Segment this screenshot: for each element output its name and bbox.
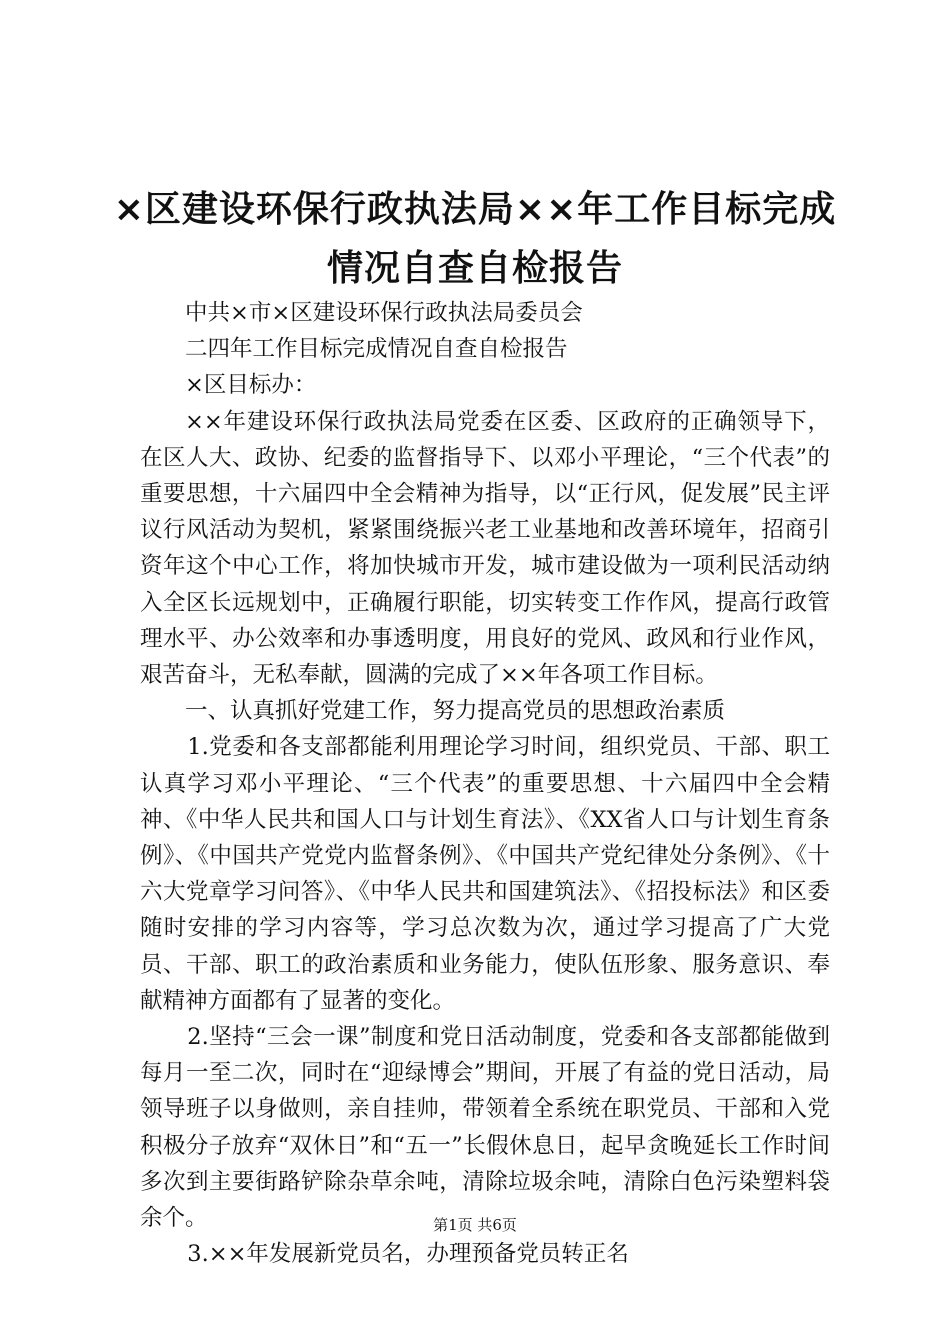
paragraph-addressee: ×区目标办：	[185, 372, 317, 399]
paragraph-report-subtitle: 二四年工作目标完成情况自查自检报告	[185, 336, 568, 363]
paragraph-committee: 中共×市×区建设环保行政执法局委员会	[185, 300, 583, 326]
document-title-line-2: 情况自查自检报告	[326, 248, 623, 289]
paragraph-intro: ××年建设环保行政执法局党委在区委、区政府的正确领导下，在区人大、政协、纪委的监督指导下、以邓小平理论，“三个代表”的重要思想，十六届四中全会精神为指导，以“正行风，促发展”民主评议行风活动为契机，紧紧围绕振兴老工业基地和改善环境年，招商引资年这个中心工作，将加快城市开发，城市建设做为一项利民活动纳入全区长远规划中，正确履行职能，切实转变工作作风，提高行政管理水平、办公效率和办事透明度，用良好的党风、政风和行业作风，艰苦奋斗，无私奉献，圆满的完成了××年各项工作目标。	[140, 408, 830, 689]
document-title-line-1: ×区建设环保行政执法局××年工作目标完成	[113, 189, 837, 230]
document-body	[140, 295, 830, 1272]
section-heading-1: 一、认真抓好党建工作，努力提高党员的思想政治素质	[185, 698, 726, 725]
paragraph-item-3: 3.××年发展新党员名，办理预备党员转正名	[187, 1241, 629, 1268]
paragraph-item-1: 1.党委和各支部都能利用理论学习时间，组织党员、干部、职工认真学习邓小平理论、“三个代表”的重要思想、十六届四中全会精神、《中华人民共和国人口与计划生育法》、《XX省人口与计划生育条例》、《中国共产党党内监督条例》、《中国共产党纪律处分条例》、《十六大党章学习问答》、《中华人民共和国建筑法》、《招投标法》和区委随时安排的学习内容等，学习总次数为次，通过学习提高了广大党员、干部、职工的政治素质和业务能力，使队伍形象、服务意识、奉献精神方面都有了显著的变化。	[140, 734, 830, 1014]
page-footer: 第1页 共6页	[433, 1216, 517, 1234]
paragraph-item-2: 2.坚持“三会一课”制度和党日活动制度，党委和各支部都能做到每月一至二次，同时在“迎绿博会”期间，开展了有益的党日活动，局领导班子以身做则，亲自挂帅，带领着全系统在职党员、干部和入党积极分子放弃“双休日”和“五一”长假休息日，起早贪晚延长工作时间多次到主要街路铲除杂草余吨，清除垃圾余吨，清除白色污染塑料袋余个。	[140, 1024, 830, 1232]
